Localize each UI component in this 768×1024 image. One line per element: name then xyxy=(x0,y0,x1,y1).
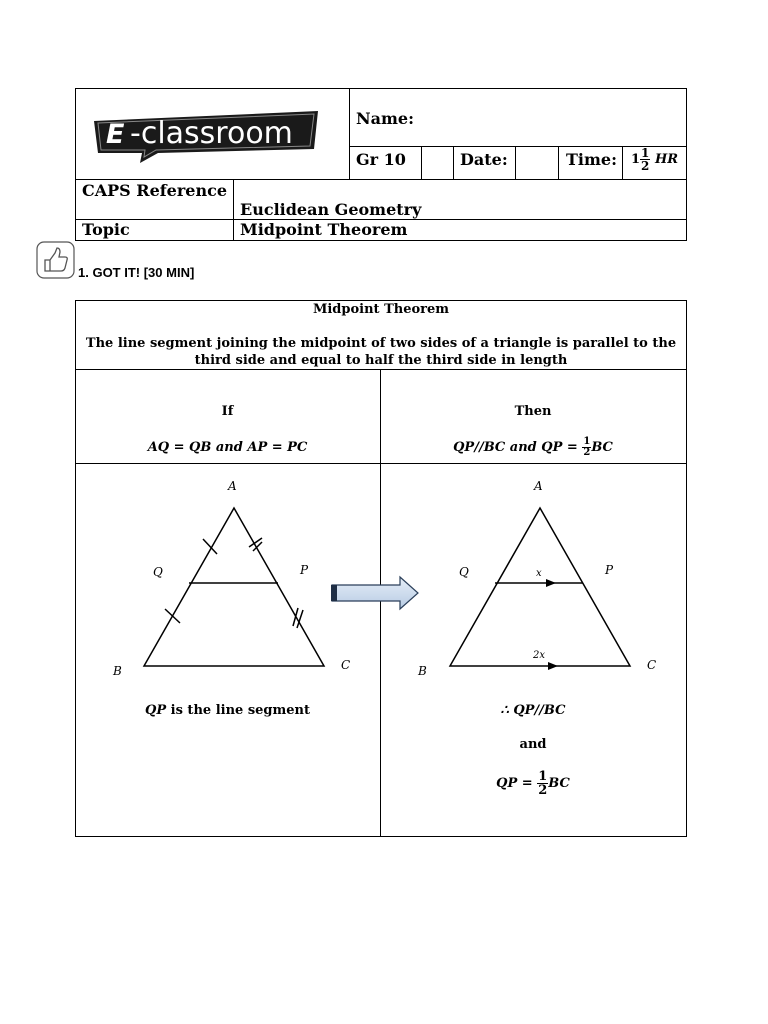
right-triangle-diagram xyxy=(405,470,675,690)
vertex-a-label: A xyxy=(228,479,237,493)
vertex-a-label: A xyxy=(534,479,543,493)
border xyxy=(75,300,687,301)
eclassroom-logo xyxy=(88,107,324,163)
border xyxy=(75,836,687,837)
theorem-statement-line1: The line segment joining the midpoint of two sides of a triangle is parallel to the xyxy=(85,336,677,351)
time-label: Time: xyxy=(566,150,617,169)
vertex-c-label: C xyxy=(341,658,351,672)
theorem-statement-line2: third side and equal to half the third side in length xyxy=(194,353,568,368)
vertex-b-label: B xyxy=(113,664,122,678)
left-caption: QP is the line segment xyxy=(145,703,310,718)
border xyxy=(75,88,76,241)
border xyxy=(233,179,234,241)
border xyxy=(686,300,687,837)
point-p-label: P xyxy=(605,563,614,577)
therefore-parallel: ∴ QP//BC xyxy=(500,703,566,718)
grade-label: Gr 10 xyxy=(356,150,406,169)
caps-reference-label: CAPS Reference xyxy=(82,181,228,200)
point-q-label: Q xyxy=(459,565,469,579)
date-label: Date: xyxy=(460,150,508,169)
point-q-label: Q xyxy=(153,565,163,579)
and-label: and xyxy=(519,737,547,752)
vertex-b-label: B xyxy=(418,664,427,678)
border xyxy=(75,240,687,241)
topic-value: Midpoint Theorem xyxy=(240,220,408,239)
time-value: 1 $\frac{1}{2}$ HR xyxy=(631,146,679,173)
border xyxy=(453,146,454,180)
if-formula: AQ = QB and AP = PC xyxy=(147,440,308,455)
svg-text:-classroom: -classroom xyxy=(130,116,293,151)
two-x-label: 2x xyxy=(533,650,546,661)
caps-reference-value: Euclidean Geometry xyxy=(240,200,422,219)
border xyxy=(349,88,350,180)
name-label: Name: xyxy=(356,109,415,128)
border xyxy=(421,146,422,180)
svg-text:E: E xyxy=(106,119,125,150)
x-label: x xyxy=(536,568,542,579)
if-label: If xyxy=(221,404,234,419)
border xyxy=(75,88,687,89)
border xyxy=(622,146,623,180)
border xyxy=(75,179,687,180)
qp-half-bc: QP = $\frac{1}{2}$ BC xyxy=(496,769,570,798)
border xyxy=(686,88,687,241)
border xyxy=(558,146,559,180)
thumbs-up-icon xyxy=(35,240,77,280)
border xyxy=(75,369,687,370)
then-label: Then xyxy=(514,404,552,419)
theorem-title: Midpoint Theorem xyxy=(312,302,450,317)
then-formula: QP//BC and QP = $\frac{1}{2}$ BC xyxy=(453,436,613,458)
border xyxy=(515,146,516,180)
topic-label: Topic xyxy=(82,220,130,239)
border xyxy=(75,463,687,464)
point-p-label: P xyxy=(300,563,309,577)
border xyxy=(75,300,76,837)
section-title: 1. GOT IT! [30 MIN] xyxy=(78,265,195,280)
vertex-c-label: C xyxy=(647,658,657,672)
